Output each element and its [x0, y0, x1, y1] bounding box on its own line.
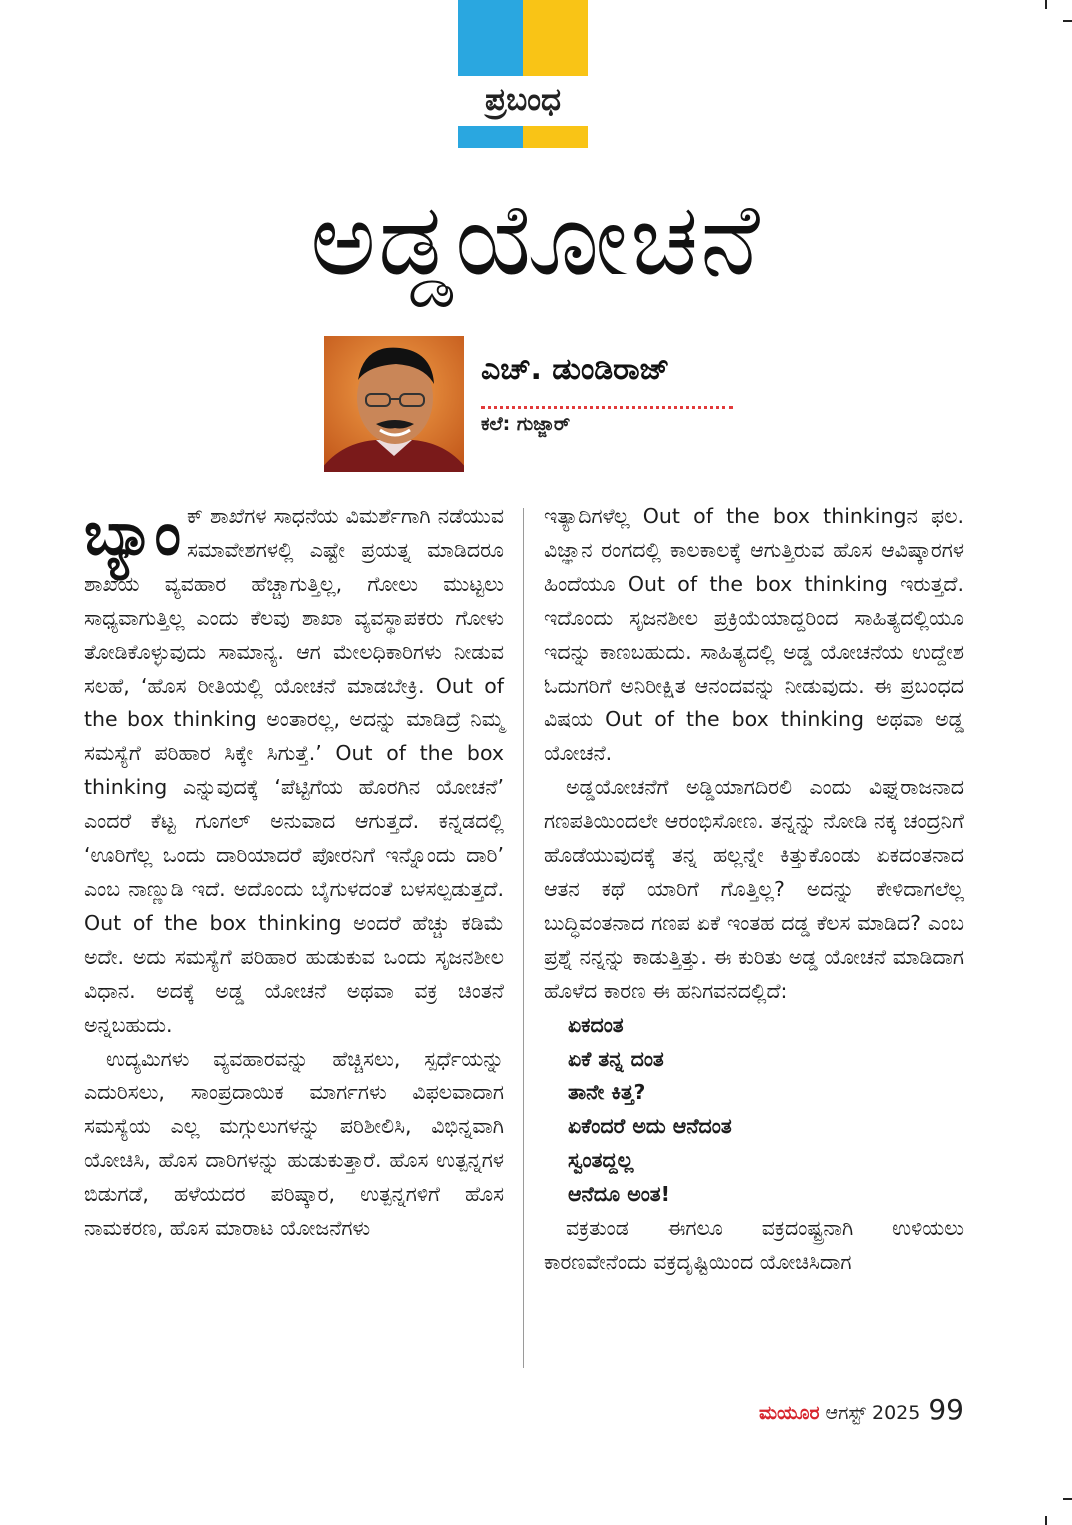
section-label: ಪ್ರಬಂಧ: [485, 82, 561, 118]
author-photo: [324, 336, 464, 472]
poem-line: ಆನೆದೂ ಅಂತ!: [568, 1182, 671, 1207]
page-number: 99: [928, 1393, 964, 1426]
article-paragraph: ಉದ್ಯಮಿಗಳು ವ್ಯವಹಾರವನ್ನು ಹೆಚ್ಚಿಸಲು, ಸ್ಪರ್ಧೆಯನ್ನು ಎದುರಿಸಲು, ಸಾಂಪ್ರದಾಯಿಕ ಮಾರ್ಗಗಳು ವಿಫಲವಾದಾಗ ಸಮಸ್ಯೆಯ ಎಲ್ಲ ಮಗ್ಗುಲುಗಳನ್ನು ಪರಿಶೀಲಿಸಿ, ವಿಭಿನ್ನವಾಗಿ ಯೋಚಿಸಿ, ಹೊಸ ದಾರಿಗಳನ್ನು ಹುಡುಕುತ್ತಾರೆ. ಹೊಸ ಉತ್ಪನ್ನಗಳ ಬಿಡುಗಡೆ, ಹಳೆಯದರ ಪರಿಷ್ಕಾರ, ಉತ್ಪನ್ನಗಳಿಗೆ ಹೊಸ ನಾಮಕರಣ, ಹೊಸ ಮಾರಾಟ ಯೋಜನೆಗಳು: [84, 1046, 504, 1241]
author-name: ಎಚ್. ಡುಂಡಿರಾಜ್: [481, 352, 670, 387]
column-divider: [523, 508, 524, 1368]
page-footer: [752, 1393, 964, 1426]
crop-mark: [1045, 0, 1047, 9]
article-paragraph: ಅಡ್ಡಯೋಚನೆಗೆ ಅಡ್ಡಿಯಾಗದಿರಲಿ ಎಂದು ವಿಘ್ನರಾಜನಾದ ಗಣಪತಿಯಿಂದಲೇ ಆರಂಭಿಸೋಣ. ತನ್ನನ್ನು ನೋಡಿ ನಕ್ಕ ಚಂದ್ರನಿಗೆ ಹೊಡೆಯುವುದಕ್ಕೆ ತನ್ನ ಹಲ್ಲನ್ನೇ ಕಿತ್ತುಕೊಂಡು ಏಕದಂತನಾದ ಆತನ ಕಥೆ ಯಾರಿಗೆ ಗೊತ್ತಿಲ್ಲ? ಅದನ್ನು ಕೇಳಿದಾಗಲೆಲ್ಲ ಬುದ್ಧಿವಂತನಾದ ಗಣಪ ಏಕೆ ಇಂತಹ ದಡ್ಡ ಕೆಲಸ ಮಾಡಿದ? ಎಂಬ ಪ್ರಶ್ನೆ ನನ್ನನ್ನು ಕಾಡುತ್ತಿತ್ತು. ಈ ಕುರಿತು ಅಡ್ಡ ಯೋಚನೆ ಮಾಡಿದಾಗ ಹೊಳೆದ ಕಾರಣ ಈ ಹನಿಗವನದಲ್ಲಿದೆ:: [544, 775, 964, 1003]
section-tag: [458, 0, 588, 150]
article-paragraph: ಇತ್ಯಾದಿಗಳೆಲ್ಲ Out of the box thinkingನ ಫಲ. ವಿಜ್ಞಾನ ರಂಗದಲ್ಲಿ ಕಾಲಕಾಲಕ್ಕೆ ಆಗುತ್ತಿರುವ ಹೊಸ ಆವಿಷ್ಕಾರಗಳ ಹಿಂದೆಯೂ Out of the box thinking ಇರುತ್ತದೆ. ಇದೊಂದು ಸೃಜನಶೀಲ ಪ್ರಕ್ರಿಯೆಯಾದ್ದರಿಂದ ಸಾಹಿತ್ಯದಲ್ಲಿಯೂ ಇದನ್ನು ಕಾಣಬಹುದು. ಸಾಹಿತ್ಯದಲ್ಲಿ ಅಡ್ಡ ಯೋಚನೆಯ ಉದ್ದೇಶ ಓದುಗರಿಗೆ ಅನಿರೀಕ್ಷಿತ ಆನಂದವನ್ನು ನೀಡುವುದು. ಈ ಪ್ರಬಂಧದ ವಿಷಯ Out of the box thinking ಅಥವಾ ಅಡ್ಡ ಯೋಚನೆ.: [544, 504, 964, 766]
article-headline: ಅಡ್ಡಯೋಚನೆ: [310, 181, 762, 298]
tag-blue-block: [458, 0, 523, 76]
poem-line: ಏಕದಂತ: [568, 1012, 624, 1037]
crop-mark: [1045, 1516, 1047, 1525]
poem-line: ತಾನೇ ಕಿತ್ತ?: [568, 1080, 646, 1105]
magazine-name: ಮಯೂರ: [758, 1402, 820, 1424]
illustration-credit: ಕಲೆ: ಗುಜ್ಜಾರ್: [481, 413, 571, 435]
poem-line: ಏಕೆ ತನ್ನ ದಂತ: [568, 1046, 664, 1071]
tag-yellow-block: [523, 0, 588, 76]
crop-mark: [1063, 1498, 1072, 1500]
tag-yellow-bar: [523, 126, 588, 148]
byline-divider: [481, 406, 733, 409]
article-column-1: [84, 500, 504, 1246]
tag-blue-bar: [458, 126, 523, 148]
paragraph-text: ಕ್ ಶಾಖೆಗಳ ಸಾಧನೆಯ ವಿಮರ್ಶೆಗಾಗಿ ನಡೆಯುವ ಸಮಾವೇಶಗಳಲ್ಲಿ ಎಷ್ಟೇ ಪ್ರಯತ್ನ ಮಾಡಿದರೂ ಶಾಖೆಯ ವ್ಯವಹಾರ ಹೆಚ್ಚಾಗುತ್ತಿಲ್ಲ, ಗೋಲು ಮುಟ್ಟಲು ಸಾಧ್ಯವಾಗುತ್ತಿಲ್ಲ ಎಂದು ಕೆಲವು ಶಾಖಾ ವ್ಯವಸ್ಥಾಪಕರು ಗೋಳು ತೋಡಿಕೊಳ್ಳುವುದು ಸಾಮಾನ್ಯ. ಆಗ ಮೇಲಧಿಕಾರಿಗಳು ನೀಡುವ ಸಲಹೆ, ‘ಹೊಸ ರೀತಿಯಲ್ಲಿ ಯೋಚನೆ ಮಾಡಬೇಕ್ರಿ. Out of the box thinking ಅಂತಾರಲ್ಲ, ಅದನ್ನು ಮಾಡಿದ್ರೆ ನಿಮ್ಮ ಸಮಸ್ಯೆಗೆ ಪರಿಹಾರ ಸಿಕ್ಕೇ ಸಿಗುತ್ತೆ.’ Out of the box thinking ಎನ್ನುವುದಕ್ಕೆ ‘ಪೆಟ್ಟಿಗೆಯ ಹೊರಗಿನ ಯೋಚನೆ’ ಎಂದರೆ ಕೆಟ್ಟ ಗೂಗಲ್ ಅನುವಾದ ಆಗುತ್ತದೆ. ಕನ್ನಡದಲ್ಲಿ ‘ಊರಿಗೆಲ್ಲ ಒಂದು ದಾರಿಯಾದರೆ ಪೋರನಿಗೆ ಇನ್ನೊಂದು ದಾರಿ’ ಎಂಬ ನಾಣ್ಣುಡಿ ಇದೆ. ಅದೊಂದು ಬೈಗುಳದಂತೆ ಬಳಸಲ್ಪಡುತ್ತದೆ. Out of the box thinking ಅಂದರೆ ಹೆಚ್ಚು ಕಡಿಮೆ ಅದೇ. ಅದು ಸಮಸ್ಯೆಗೆ ಪರಿಹಾರ ಹುಡುಕುವ ಒಂದು ಸೃಜನಶೀಲ ವಿಧಾನ. ಅದಕ್ಕೆ ಅಡ್ಡ ಯೋಚನೆ ಅಥವಾ ವಕ್ರ ಚಿಂತನೆ ಅನ್ನಬಹುದು.: [84, 504, 504, 1037]
issue-date: ಆಗಸ್ಟ್ 2025: [825, 1402, 921, 1424]
article-paragraph: [84, 500, 504, 1043]
crop-mark: [1063, 20, 1072, 22]
poem-line: ಏಕೆಂದರೆ ಅದು ಆನೆದಂತ: [568, 1114, 732, 1139]
article-paragraph: ವಕ್ರತುಂಡ ಈಗಲೂ ವಕ್ರದಂಷ್ಟ್ರನಾಗಿ ಉಳಿಯಲು ಕಾರಣವೇನೆಂದು ವಕ್ರದೃಷ್ಟಿಯಿಂದ ಯೋಚಿಸಿದಾಗ: [544, 1216, 964, 1274]
drop-cap: ಬ್ಯಾಂ: [84, 499, 182, 569]
poem-line: ಸ್ವಂತದ್ದಲ್ಲ: [568, 1148, 634, 1173]
article-column-2: [544, 500, 964, 1280]
